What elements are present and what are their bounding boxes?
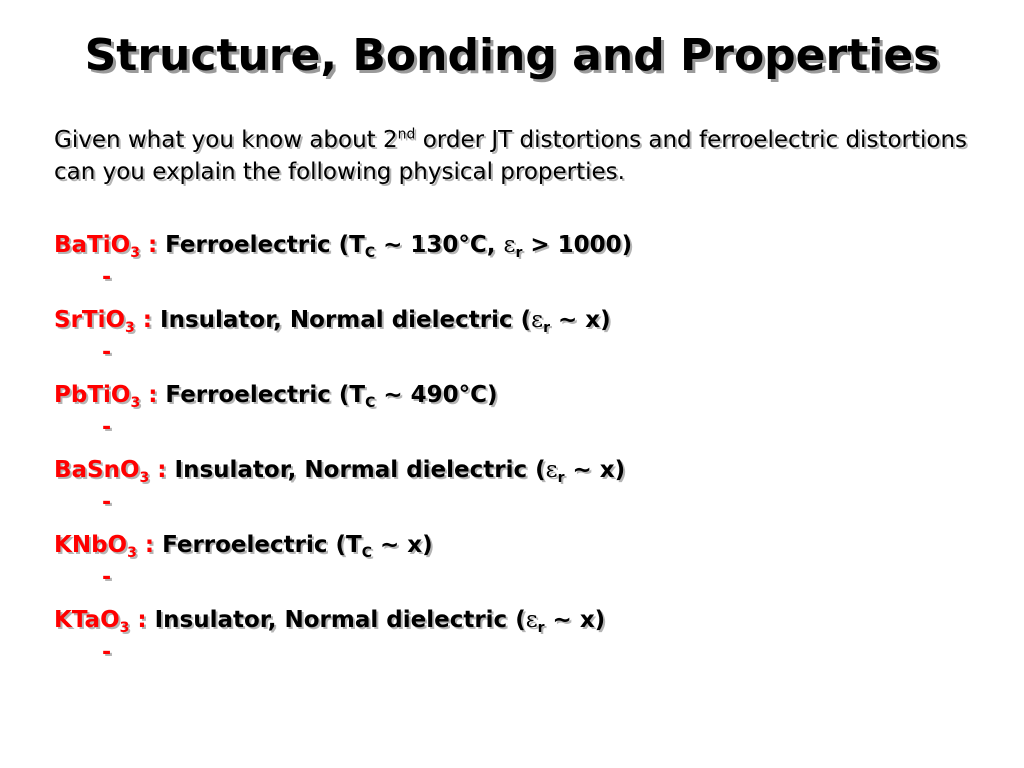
- compound-srtio3: [54, 305, 1014, 335]
- answer-placeholder: -: [102, 415, 112, 440]
- compound-description: Insulator, Normal dielectric ($\varepsilon_r$ ~ x): [174, 457, 626, 486]
- answer-placeholder: -: [102, 340, 112, 365]
- epsilon-symbol: ε: [531, 307, 544, 333]
- slide-title: Structure, Bonding and Properties: [84, 30, 940, 81]
- intro-text-start: Given what you know about 2: [54, 127, 398, 153]
- compound-formula: KNbO$_3$ :: [54, 532, 163, 561]
- compound-ktao3: [54, 605, 1014, 635]
- compound-description: Ferroelectric ($T_C$ ~ 130°C, $\varepsilon_r > 1000$): [165, 232, 633, 261]
- compound-formula: BaTiO$_3$ :: [54, 232, 166, 261]
- intro-superscript: nd: [397, 126, 416, 143]
- compound-formula: PbTiO$_3$ :: [54, 382, 166, 411]
- answer-placeholder: -: [102, 565, 112, 590]
- answer-placeholder: -: [102, 265, 112, 290]
- compound-description: Ferroelectric ($T_C$ ~ x): [162, 532, 433, 561]
- compound-description: Insulator, Normal dielectric ($\varepsilon_r$ ~ x): [154, 607, 606, 636]
- epsilon-symbol: ε: [503, 232, 516, 258]
- compound-description: Insulator, Normal dielectric ($\varepsilon_r$ ~ x): [160, 307, 611, 336]
- compound-formula: SrTiO$_3$ :: [54, 307, 161, 336]
- compound-basno3: [54, 455, 1014, 485]
- intro-paragraph: [54, 124, 1004, 188]
- intro-text-end: order JT distortions and ferroelectric distortions can you explain the following physical properties.: [54, 127, 968, 185]
- compound-pbtio3: [54, 380, 1014, 410]
- epsilon-symbol: ε: [525, 607, 538, 633]
- answer-placeholder: -: [102, 640, 112, 665]
- compound-batio3: [54, 230, 1014, 260]
- compound-formula: KTaO$_3$ :: [54, 607, 155, 636]
- compound-formula: BaSnO$_3$ :: [54, 457, 175, 486]
- epsilon-symbol: ε: [545, 457, 558, 483]
- compound-knbo3: [54, 530, 1014, 560]
- answer-placeholder: -: [102, 490, 112, 515]
- compound-description: Ferroelectric ($T_C$ ~ 490°C): [165, 382, 498, 411]
